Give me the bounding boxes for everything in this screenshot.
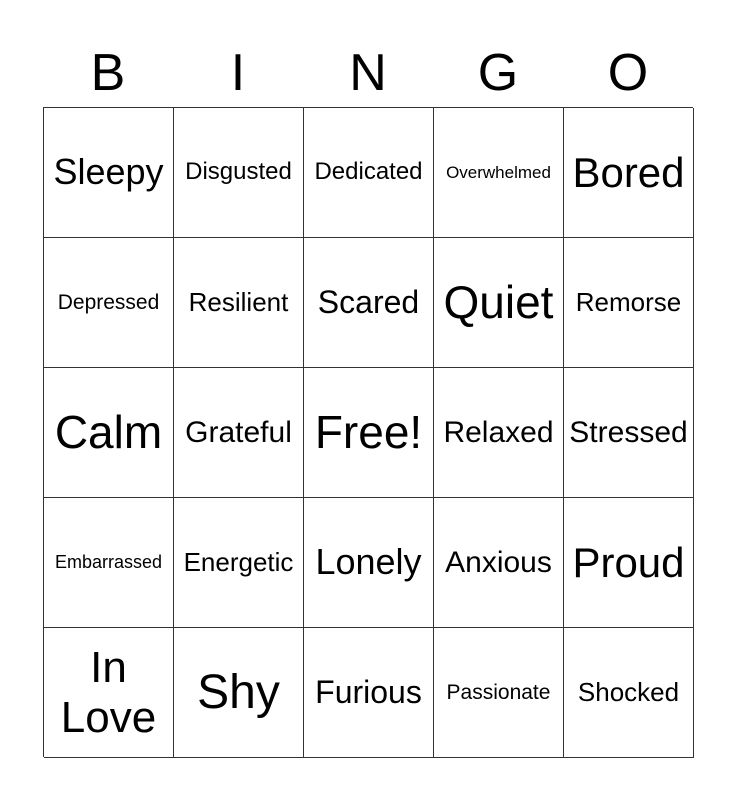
bingo-cell[interactable] [564,368,694,498]
bingo-cell[interactable] [174,368,304,498]
cell-label: Scared [317,283,420,320]
bingo-cell[interactable] [304,108,434,238]
header-letter-b: B [90,44,126,102]
bingo-cell[interactable] [174,628,304,758]
cell-label: Resilient [188,286,289,317]
bingo-cell[interactable] [434,498,564,628]
bingo-cell[interactable] [174,108,304,238]
cell-label: Anxious [445,545,552,579]
bingo-cell[interactable] [564,238,694,368]
header-letter-i: I [230,44,246,102]
bingo-cell[interactable] [434,238,564,368]
bingo-cell[interactable] [44,628,174,758]
bingo-board [43,107,693,757]
cell-label: Relaxed [443,415,554,449]
cell-label: Sleepy [53,151,164,193]
bingo-header [43,42,693,104]
cell-label: Depressed [57,290,160,314]
bingo-cell[interactable] [564,498,694,628]
bingo-cell[interactable] [564,108,694,238]
bingo-cell[interactable] [564,628,694,758]
cell-label: Bored [572,148,685,196]
bingo-cell[interactable] [434,628,564,758]
cell-label: Embarrassed [54,552,163,573]
bingo-cell[interactable] [44,498,174,628]
bingo-cell[interactable] [434,368,564,498]
cell-label: Lonely [315,541,422,583]
cell-label: In Love [60,643,157,742]
cell-label: Proud [572,538,685,586]
cell-label: Overwhelmed [446,162,551,182]
bingo-cell[interactable] [304,238,434,368]
bingo-cell[interactable] [304,368,434,498]
header-letter-g: G [477,44,519,102]
bingo-cell[interactable] [174,498,304,628]
cell-label: Stressed [569,415,688,449]
bingo-cell[interactable] [44,108,174,238]
cell-label: Dedicated [314,158,423,186]
cell-label: Calm [54,405,163,458]
header-letter-o: O [607,44,649,102]
cell-label: Disgusted [185,158,292,186]
bingo-cell[interactable] [44,238,174,368]
cell-label: Passionate [446,680,551,704]
cell-label: Shocked [577,676,680,707]
free-space-label: Free! [314,405,423,458]
cell-label: Quiet [443,275,554,328]
bingo-cell[interactable] [174,238,304,368]
bingo-cell[interactable] [44,368,174,498]
cell-label: Remorse [575,286,682,317]
cell-label: Grateful [185,415,292,449]
cell-label: Shy [197,665,280,719]
cell-label: Energetic [183,546,294,577]
cell-label: Furious [315,673,422,710]
bingo-cell[interactable] [434,108,564,238]
bingo-cell[interactable] [304,628,434,758]
bingo-cell[interactable] [304,498,434,628]
header-letter-n: N [349,44,387,102]
